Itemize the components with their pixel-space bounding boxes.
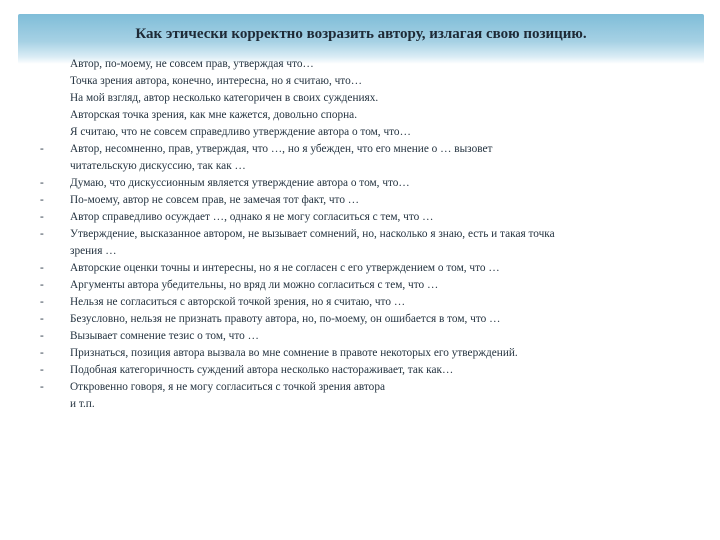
phrase-text: Аргументы автора убедительны, но вряд ли можно согласиться с тем, что …	[70, 279, 439, 291]
phrase-item	[40, 362, 686, 379]
bullet-dash: -	[40, 211, 44, 223]
bullet-dash: -	[40, 279, 44, 291]
bullet-dash: -	[40, 313, 44, 325]
phrase-item	[40, 90, 686, 107]
phrase-text: Нельзя не согласиться с авторской точкой зрения, но я считаю, что …	[70, 296, 406, 308]
phrase-text: Автор, несомненно, прав, утверждая, что …, но я убежден, что его мнение о … вызовет читательскую дискуссию, так как …	[70, 143, 493, 172]
phrase-item	[40, 192, 686, 209]
phrase-text: Точка зрения автора, конечно, интересна, но я считаю, что…	[70, 75, 363, 87]
phrase-text: Подобная категоричность суждений автора несколько настораживает, так как…	[70, 364, 454, 376]
phrase-list	[40, 56, 686, 413]
bullet-dash: -	[40, 347, 44, 359]
bullet-dash: -	[40, 364, 44, 376]
phrase-text: Признаться, позиция автора вызвала во мне сомнение в правоте некоторых его утверждений.	[70, 347, 518, 359]
bullet-dash: -	[40, 296, 44, 308]
phrase-item	[40, 56, 686, 73]
phrase-text: Я считаю, что не совсем справедливо утверждение автора о том, что…	[70, 126, 411, 138]
bullet-dash: -	[40, 330, 44, 342]
phrase-item	[40, 277, 686, 294]
phrase-item	[40, 141, 686, 175]
bullet-dash: -	[40, 262, 44, 274]
phrase-text: По-моему, автор не совсем прав, не замечая тот факт, что …	[70, 194, 360, 206]
bullet-dash: -	[40, 381, 44, 393]
phrase-text: Авторская точка зрения, как мне кажется, довольно спорна.	[70, 109, 358, 121]
phrase-item	[40, 311, 686, 328]
phrase-item	[40, 345, 686, 362]
phrase-item	[40, 260, 686, 277]
slide-title: Как этически корректно возразить автору, излагая свою позицию.	[135, 26, 587, 42]
phrase-text: На мой взгляд, автор несколько категоричен в своих суждениях.	[70, 92, 379, 104]
phrase-item	[40, 175, 686, 192]
phrase-text: Авторские оценки точны и интересны, но я не согласен с его утверждением о том, что …	[70, 262, 500, 274]
bullet-dash: -	[40, 143, 44, 155]
phrase-item	[40, 124, 686, 141]
phrase-item	[40, 107, 686, 124]
phrase-item	[40, 73, 686, 90]
phrase-text: Откровенно говоря, я не могу согласиться с точкой зрения автора и т.п.	[70, 381, 385, 410]
phrase-item	[40, 379, 686, 413]
phrase-text: Думаю, что дискуссионным является утверждение автора о том, что…	[70, 177, 410, 189]
phrase-text: Вызывает сомнение тезис о том, что …	[70, 330, 259, 342]
bullet-dash: -	[40, 194, 44, 206]
phrase-text: Автор, по-моему, не совсем прав, утверждая что…	[70, 58, 314, 70]
phrase-item	[40, 209, 686, 226]
phrase-text: Автор справедливо осуждает …, однако я не могу согласиться с тем, что …	[70, 211, 434, 223]
bullet-dash: -	[40, 177, 44, 189]
phrase-item	[40, 294, 686, 311]
phrase-item	[40, 226, 686, 260]
phrase-text: Безусловно, нельзя не признать правоту автора, но, по-моему, он ошибается в том, что …	[70, 313, 501, 325]
bullet-dash: -	[40, 228, 44, 240]
phrase-text: Утверждение, высказанное автором, не вызывает сомнений, но, насколько я знаю, есть и такая точка зрения …	[70, 228, 555, 257]
phrase-item	[40, 328, 686, 345]
